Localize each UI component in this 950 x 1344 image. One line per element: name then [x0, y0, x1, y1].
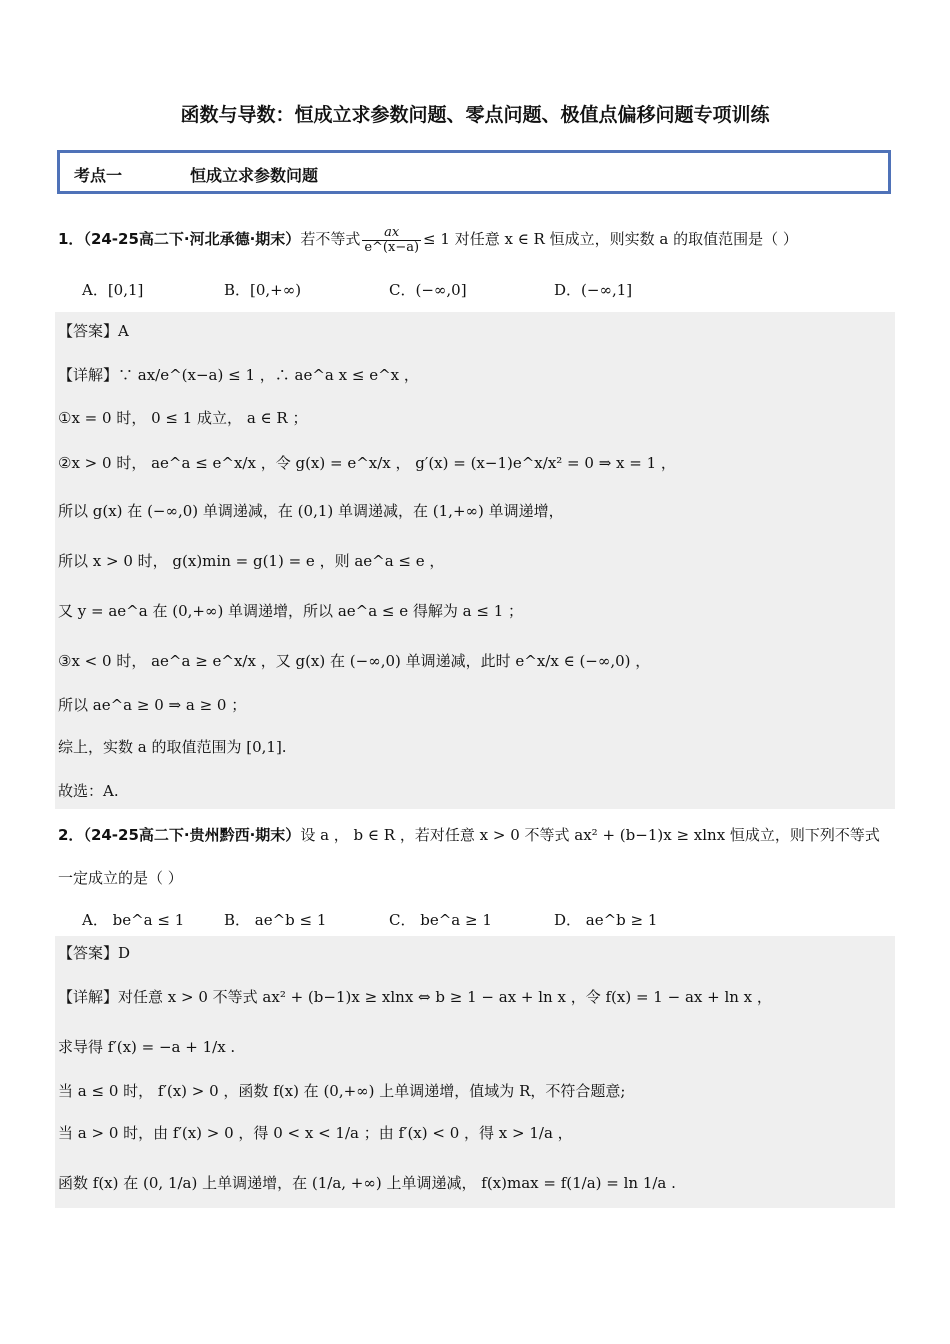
option-d[interactable]: D． ae^b ≥ 1	[554, 911, 658, 929]
explanation-line: 求导得 f′(x) = −a + 1/x .	[58, 1038, 236, 1056]
fraction: $\frac{ax}{e\^{}(x-a)}$	[364, 225, 420, 255]
page-title: 函数与导数：恒成立求参数问题、零点问题、极值点偏移问题专项训练	[180, 104, 770, 126]
explanation-line: 当 a > 0 时，由 f′(x) > 0 ，得 0 < x < 1/a ；由 f′(x) < 0 ，得 x > 1/a ，	[58, 1124, 573, 1142]
explanation-line: ③x < 0 时， ae^a ≥ e^x/x ，又 g(x) 在 (−∞,0) 单调递减，此时 e^x/x ∈ (−∞,0) ，	[58, 652, 651, 670]
option-b[interactable]: B． ae^b ≤ 1	[224, 911, 327, 929]
option-d[interactable]: D．(−∞,1]	[554, 281, 633, 299]
explanation-line: 所以 x > 0 时， g(x)min = g(1) = e ，则 ae^a ≤ e ，	[58, 552, 445, 570]
question-source: （24-25高二下·河北承德·期末）	[83, 230, 301, 249]
question-stem: 设 a ， b ∈ R ，若对任意 x > 0 不等式 ax² + (b−1)x ≥ xlnx 恒成立，则下列不等式	[300, 826, 880, 844]
explanation-line: 所以 g(x) 在 (−∞,0) 单调递减，在 (0,1) 单调递减，在 (1,+∞) 单调递增，	[58, 502, 564, 520]
answer-label: 【答案】D	[58, 944, 131, 962]
explanation-line: 【详解】∵ ax/e^(x−a) ≤ 1 ，∴ ae^a x ≤ e^x ，	[58, 366, 419, 384]
explanation-line: 故选：A.	[58, 782, 119, 800]
explanation-line: 函数 f(x) 在 (0, 1/a) 上单调递增，在 (1/a, +∞) 上单调递减， f(x)max = f(1/a) = ln 1/a .	[58, 1174, 676, 1192]
answer-block-1	[55, 312, 895, 809]
question-stem-cont: 一定成立的是（ ）	[58, 869, 183, 887]
section-label: 考点一	[74, 166, 123, 185]
option-a[interactable]: A．[0,1]	[82, 281, 144, 299]
section-header	[57, 150, 891, 194]
explanation-line: 当 a ≤ 0 时， f′(x) > 0 ，函数 f(x) 在 (0,+∞) 上单调递增，值域为 R，不符合题意;	[58, 1082, 626, 1100]
question-source: （24-25高二下·贵州黔西·期末）	[83, 826, 301, 844]
explanation-line: 所以 ae^a ≥ 0 ⇒ a ≥ 0 ；	[58, 696, 247, 714]
question-stem-cont: ≤ 1 对任意 x ∈ R 恒成立，则实数 a 的取值范围是（ ）	[423, 230, 798, 249]
answer-label: 【答案】A	[58, 322, 129, 340]
option-c[interactable]: C． be^a ≥ 1	[389, 911, 492, 929]
option-c[interactable]: C．(−∞,0]	[389, 281, 467, 299]
question-1	[58, 226, 798, 254]
question-number: 2．	[58, 826, 84, 844]
question-number: 1．	[58, 230, 84, 249]
option-b[interactable]: B．[0,+∞)	[224, 281, 302, 299]
explanation-line: ①x = 0 时， 0 ≤ 1 成立， a ∈ R ；	[58, 409, 308, 427]
section-name: 恒成立求参数问题	[190, 166, 319, 185]
explanation-line: 又 y = ae^a 在 (0,+∞) 单调递增，所以 ae^a ≤ e 得解为 a ≤ 1 ；	[58, 602, 524, 620]
explanation-line: 综上，实数 a 的取值范围为 [0,1].	[58, 738, 287, 756]
explanation-line: 【详解】对任意 x > 0 不等式 ax² + (b−1)x ≥ xlnx ⇔ b ≥ 1 − ax + ln x ，令 f(x) = 1 − ax + ln x ，	[58, 988, 772, 1006]
question-stem: 若不等式	[300, 230, 361, 249]
explanation-line: ②x > 0 时， ae^a ≤ e^x/x ，令 g(x) = e^x/x ， g′(x) = (x−1)e^x/x² = 0 ⇒ x = 1 ，	[58, 454, 676, 472]
answer-block-2	[55, 936, 895, 1208]
question-2	[58, 828, 880, 843]
option-a[interactable]: A． be^a ≤ 1	[82, 911, 185, 929]
